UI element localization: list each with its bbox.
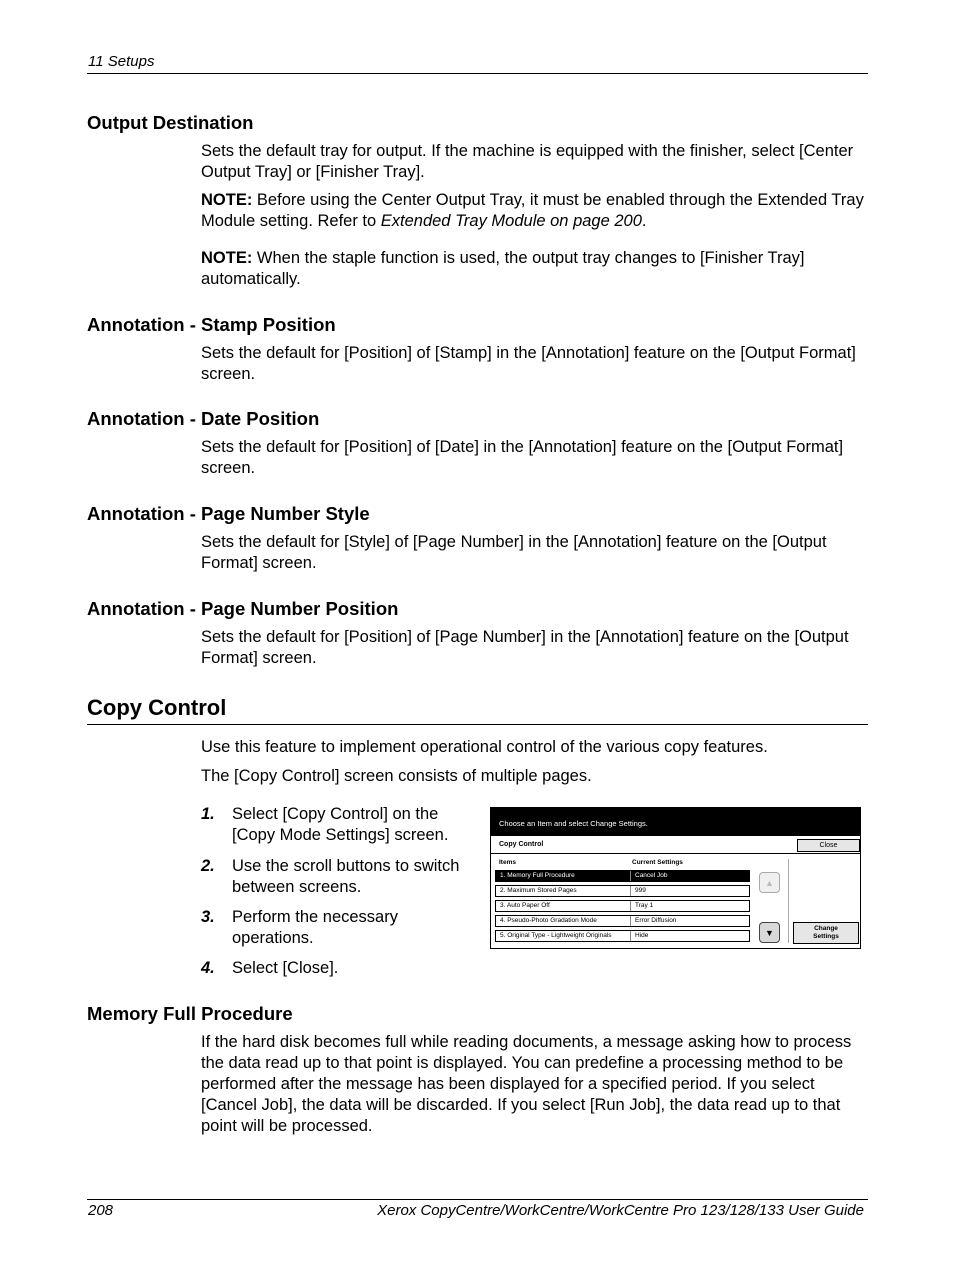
note-label: NOTE: (201, 191, 253, 209)
row-item: 1. Memory Full Procedure (500, 872, 575, 879)
copy-control-screen (490, 807, 861, 949)
panel-title: Copy Control (499, 841, 544, 848)
footer-rule (87, 1199, 868, 1200)
guide-title: Xerox CopyCentre/WorkCentre/WorkCentre Pro 123/128/133 User Guide (377, 1202, 864, 1219)
running-header: 11 Setups (88, 53, 155, 70)
page-number-position-text: Sets the default for [Position] of [Page Number] in the [Annotation] feature on the [Output Format] screen. (201, 628, 849, 667)
date-position-text: Sets the default for [Position] of [Date] in the [Annotation] feature on the [Output Format] screen. (201, 438, 844, 477)
row-item: 3. Auto Paper Off (500, 902, 550, 909)
note-label: NOTE: (201, 249, 253, 267)
step-number: 2. (201, 857, 215, 875)
step-text: Perform the necessary operations. (232, 908, 398, 947)
settings-row[interactable] (495, 900, 750, 912)
step-text: Select [Copy Control] on the [Copy Mode Settings] screen. (232, 805, 449, 844)
settings-column-header: Current Settings (632, 859, 683, 866)
row-divider (630, 886, 631, 896)
step-text: Use the scroll buttons to switch between screens. (232, 857, 460, 896)
output-destination-note-1 (201, 190, 869, 232)
triangle-down-icon: ▼ (765, 927, 774, 938)
output-destination-text: Sets the default tray for output. If the machine is equipped with the finisher, select [Center Output Tray] or [Finisher Tray]. (201, 142, 854, 181)
step-number: 1. (201, 805, 215, 823)
triangle-up-icon: ▲ (765, 877, 774, 888)
section-rule (87, 724, 868, 725)
output-destination-heading: Output Destination (87, 112, 254, 133)
scroll-up-button[interactable] (759, 872, 780, 893)
row-value: 999 (635, 887, 646, 894)
copy-control-intro: Use this feature to implement operational control of the various copy features. (201, 738, 768, 756)
close-button[interactable]: Close (797, 839, 860, 852)
row-divider (630, 871, 631, 881)
row-value: Tray 1 (635, 902, 654, 909)
row-item: 2. Maximum Stored Pages (500, 887, 577, 894)
row-divider (630, 901, 631, 911)
header-rule (87, 73, 868, 74)
note-text: Before using the Center Output Tray, it must be enabled through the Extended Tray Module setting. Refer to (201, 191, 864, 230)
row-divider (630, 931, 631, 941)
items-column-header: Items (499, 859, 516, 866)
row-value: Cancel Job (635, 872, 668, 879)
panel-separator (788, 859, 789, 943)
note-text: When the staple function is used, the output tray changes to [Finisher Tray] automatically. (201, 249, 805, 288)
row-divider (630, 916, 631, 926)
step-number: 3. (201, 908, 215, 926)
row-value: Hide (635, 932, 649, 939)
page-number-position-heading: Annotation - Page Number Position (87, 598, 399, 619)
row-value: Error Diffusion (635, 917, 677, 924)
stamp-position-text: Sets the default for [Position] of [Stamp] in the [Annotation] feature on the [Output Format] screen. (201, 344, 856, 383)
memory-full-heading: Memory Full Procedure (87, 1003, 293, 1024)
change-settings-button[interactable] (793, 922, 859, 944)
page-number-style-text: Sets the default for [Style] of [Page Number] in the [Annotation] feature on the [Output Format] screen. (201, 533, 827, 572)
settings-row[interactable] (495, 915, 750, 927)
step-number: 4. (201, 959, 215, 977)
instruction-bar: Choose an Item and select Change Settings. (491, 808, 860, 836)
output-destination-note-2 (201, 248, 869, 290)
settings-row[interactable] (495, 870, 750, 882)
date-position-heading: Annotation - Date Position (87, 408, 320, 429)
step-text: Select [Close]. (232, 959, 339, 977)
stamp-position-heading: Annotation - Stamp Position (87, 314, 336, 335)
cross-reference-link[interactable]: Extended Tray Module on page 200 (380, 212, 642, 230)
change-settings-label-2: Settings (813, 933, 839, 940)
memory-full-text: If the hard disk becomes full while reading documents, a message asking how to process the data read up to that point is displayed. You can predefine a processing method to be performed after the message has been displayed for a specified period. If you select [Cancel Job], the data will be discarded. If you select [Run Job], the data read up to that point will be processed. (201, 1033, 852, 1135)
scroll-down-button[interactable] (759, 922, 780, 943)
page-number-style-heading: Annotation - Page Number Style (87, 503, 370, 524)
row-item: 4. Pseudo-Photo Gradation Mode (500, 917, 597, 924)
page-number: 208 (88, 1202, 114, 1219)
copy-control-heading: Copy Control (87, 695, 227, 720)
change-settings-label-1: Change (814, 925, 838, 932)
note-end: . (641, 212, 647, 230)
row-item: 5. Original Type - Lightweight Originals (500, 932, 612, 939)
settings-row[interactable] (495, 930, 750, 942)
copy-control-pages: The [Copy Control] screen consists of multiple pages. (201, 767, 592, 785)
settings-row[interactable] (495, 885, 750, 897)
